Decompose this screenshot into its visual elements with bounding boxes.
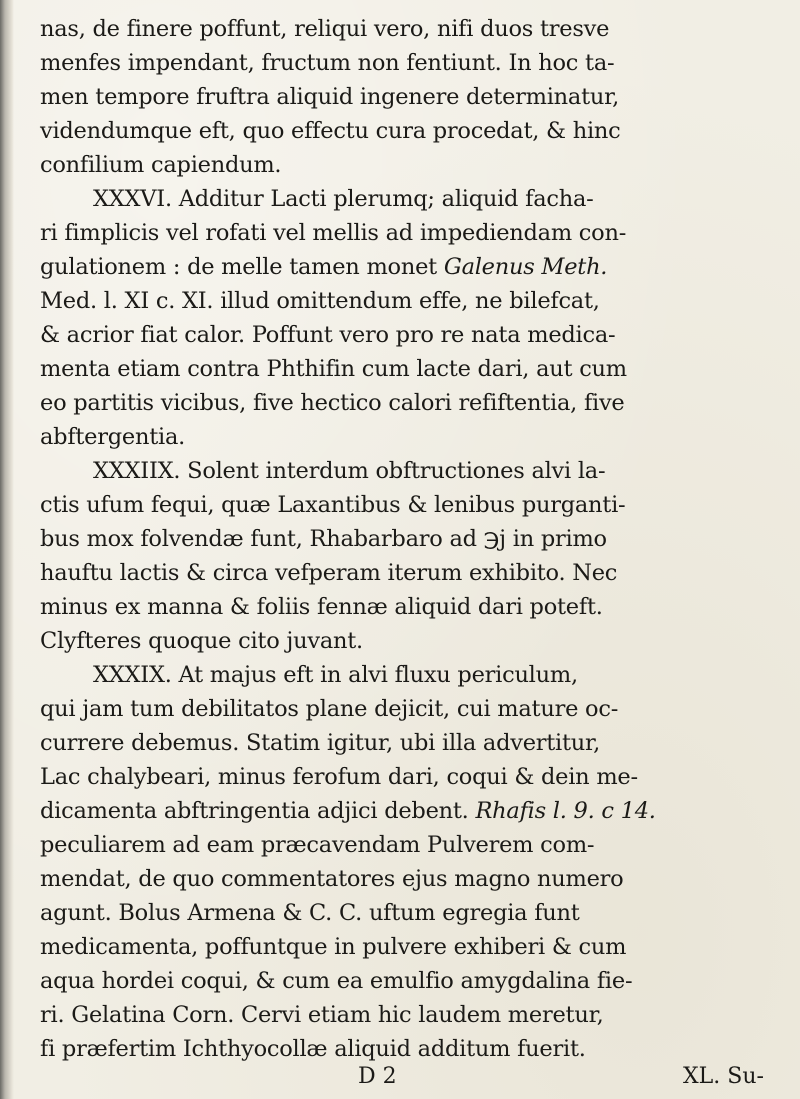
text-line: Clyfteres quoque cito juvant. — [40, 628, 363, 654]
text-line: currere debemus. Statim igitur, ubi illa advertitur, — [40, 730, 600, 756]
text-line: Lac chalybeari, minus ferofum dari, coqui & dein me- — [40, 764, 638, 790]
text-line: ri. Gelatina Corn. Cervi etiam hic laudem meretur, — [40, 1002, 604, 1028]
text-line: hauftu lactis & circa vefperam iterum exhibito. Nec — [40, 560, 618, 586]
text-line: abftergentia. — [40, 424, 186, 450]
text-run: gulationem : de melle tamen monet — [40, 254, 437, 280]
citation-galenus: Galenus Meth. — [443, 254, 608, 280]
text-run: dicamenta abftringentia adjici debent. — [40, 798, 469, 824]
citation-rhafis: Rhafis l. 9. c 14. — [475, 798, 656, 824]
text-line: qui jam tum debilitatos plane dejicit, cui mature oc- — [40, 696, 619, 722]
section-heading-line: XXXIX. At majus eft in alvi fluxu periculum, — [93, 662, 578, 688]
catchword: XL. Su- — [683, 1064, 764, 1089]
text-line — [40, 794, 656, 828]
section-heading-line: XXXVI. Additur Lacti plerumq; aliquid facha- — [93, 186, 594, 212]
text-line: nas, de finere poffunt, reliqui vero, nifi duos tresve — [40, 16, 610, 42]
text-line: & acrior fiat calor. Poffunt vero pro re nata medica- — [40, 322, 616, 348]
text-line — [40, 250, 607, 284]
text-line: eo partitis vicibus, five hectico calori refiftentia, five — [40, 390, 625, 416]
text-line: medicamenta, poffuntque in pulvere exhiberi & cum — [40, 934, 627, 960]
text-line: menfes impendant, fructum non fentiunt. In hoc ta- — [40, 50, 615, 76]
text-line: menta etiam contra Phthifin cum lacte dari, aut cum — [40, 356, 627, 382]
text-line: agunt. Bolus Armena & C. C. uftum egregia funt — [40, 900, 580, 926]
signature-mark: D 2 — [358, 1064, 397, 1089]
text-line: aqua hordei coqui, & cum ea emulfio amygdalina fie- — [40, 968, 633, 994]
text-line: peculiarem ad eam præcavendam Pulverem com- — [40, 832, 595, 858]
text-line: Med. l. XI c. XI. illud omittendum effe, ne bilefcat, — [40, 288, 600, 314]
text-line: ri fimplicis vel rofati vel mellis ad impediendam con- — [40, 220, 627, 246]
text-line: bus mox folvendæ funt, Rhabarbaro ad ℈j in primo — [40, 526, 607, 552]
text-line: confilium capiendum. — [40, 152, 282, 178]
text-line: men tempore fruftra aliquid ingenere determinatur, — [40, 84, 620, 110]
text-line: fi præfertim Ichthyocollæ aliquid additum fuerit. — [40, 1036, 586, 1062]
text-line: mendat, de quo commentatores ejus magno numero — [40, 866, 624, 892]
section-heading-line: XXXIIX. Solent interdum obftructiones alvi la- — [93, 458, 606, 484]
page-gutter-shadow — [0, 0, 14, 1099]
text-line: videndumque eft, quo effectu cura procedat, & hinc — [40, 118, 621, 144]
text-line: minus ex manna & foliis fennæ aliquid dari poteft. — [40, 594, 603, 620]
text-line: ctis ufum fequi, quæ Laxantibus & lenibus purganti- — [40, 492, 626, 518]
